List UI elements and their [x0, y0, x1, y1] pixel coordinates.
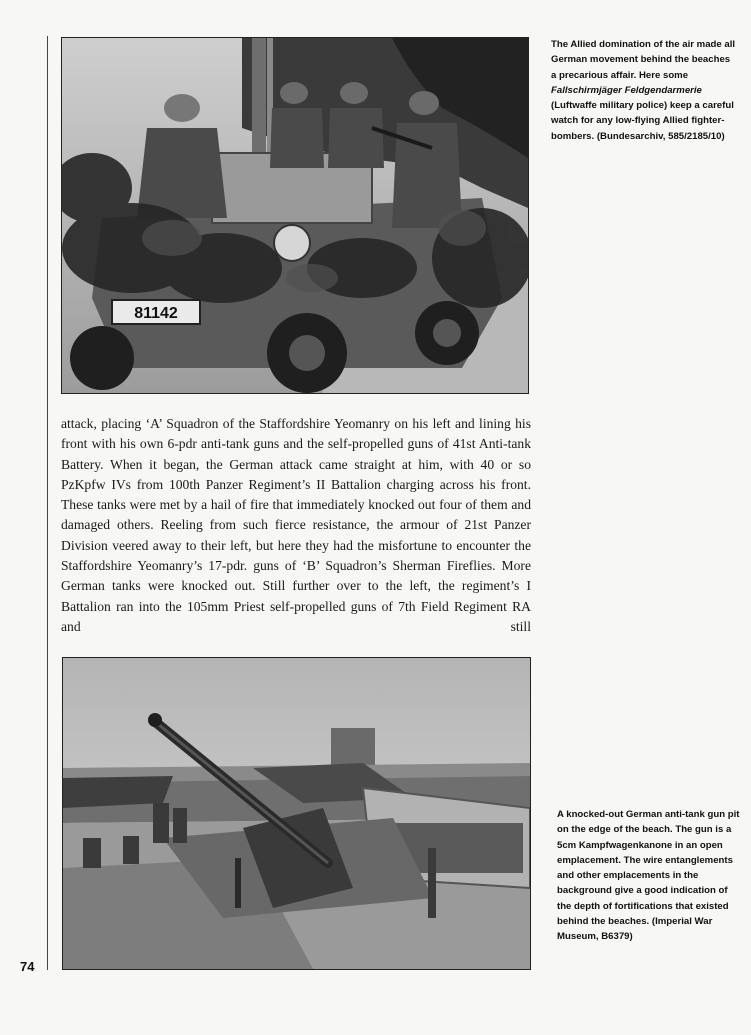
page-number: 74 [20, 959, 35, 974]
margin-rule [47, 36, 48, 970]
photo-camouflaged-vehicle [61, 37, 529, 394]
photo-anti-tank-gun-pit [62, 657, 531, 970]
body-paragraph [61, 414, 531, 637]
vehicle-photo-image [62, 38, 528, 393]
photo-caption-top [551, 37, 736, 144]
photo-caption-bottom: A knocked-out German anti-tank gun pit on the edge of the beach. The gun is a 5cm Kampfwagenkanone in an open emplacement. The wire entanglements and other emplacements in the background give a good indication of the depth of fortifications that existed behind the beaches. (Imperial War Museum, B6379) [557, 809, 740, 943]
body-paragraph-text: attack, placing ‘A’ Squadron of the Staffordshire Yeomanry on his left and lining his front with his own 6-pdr anti-tank guns and the self-propelled guns of 41st Anti-tank Battery. When it began, the German attack came straight at him, with 40 or so PzKpfw IVs from 100th Panzer Regiment’s II Battalion charging across his front. These tanks were met by a hail of fire that immediately knocked out four of them and damaged others. Reeling from such fierce resistance, the armour of 21st Panzer Division veered away to their left, but here they had the misfortune to encounter the Staffordshire Yeomanry’s 17-pdr. guns of ‘B’ Squadron’s Sherman Fireflies. More German tanks were knocked out. Still further over to the left, the regiment’s I Battalion ran into the 105mm Priest self-propelled guns of 7th Field Regiment RA and still [61, 416, 531, 634]
gun-pit-photo-image [63, 658, 530, 969]
caption-top-text-1: The Allied domination of the air made all German movement behind the beaches a precarious affair. Here some [551, 39, 736, 81]
caption-top-text-2: (Luftwaffe military police) keep a careful watch for any low-flying Allied fighter-bombers. (Bundesarchiv, 585/2185/10) [551, 100, 734, 142]
number-plate-text: 81142 [134, 305, 178, 322]
caption-top-italic-unit: Fallschirmjäger Feldgendarmerie [551, 84, 702, 96]
